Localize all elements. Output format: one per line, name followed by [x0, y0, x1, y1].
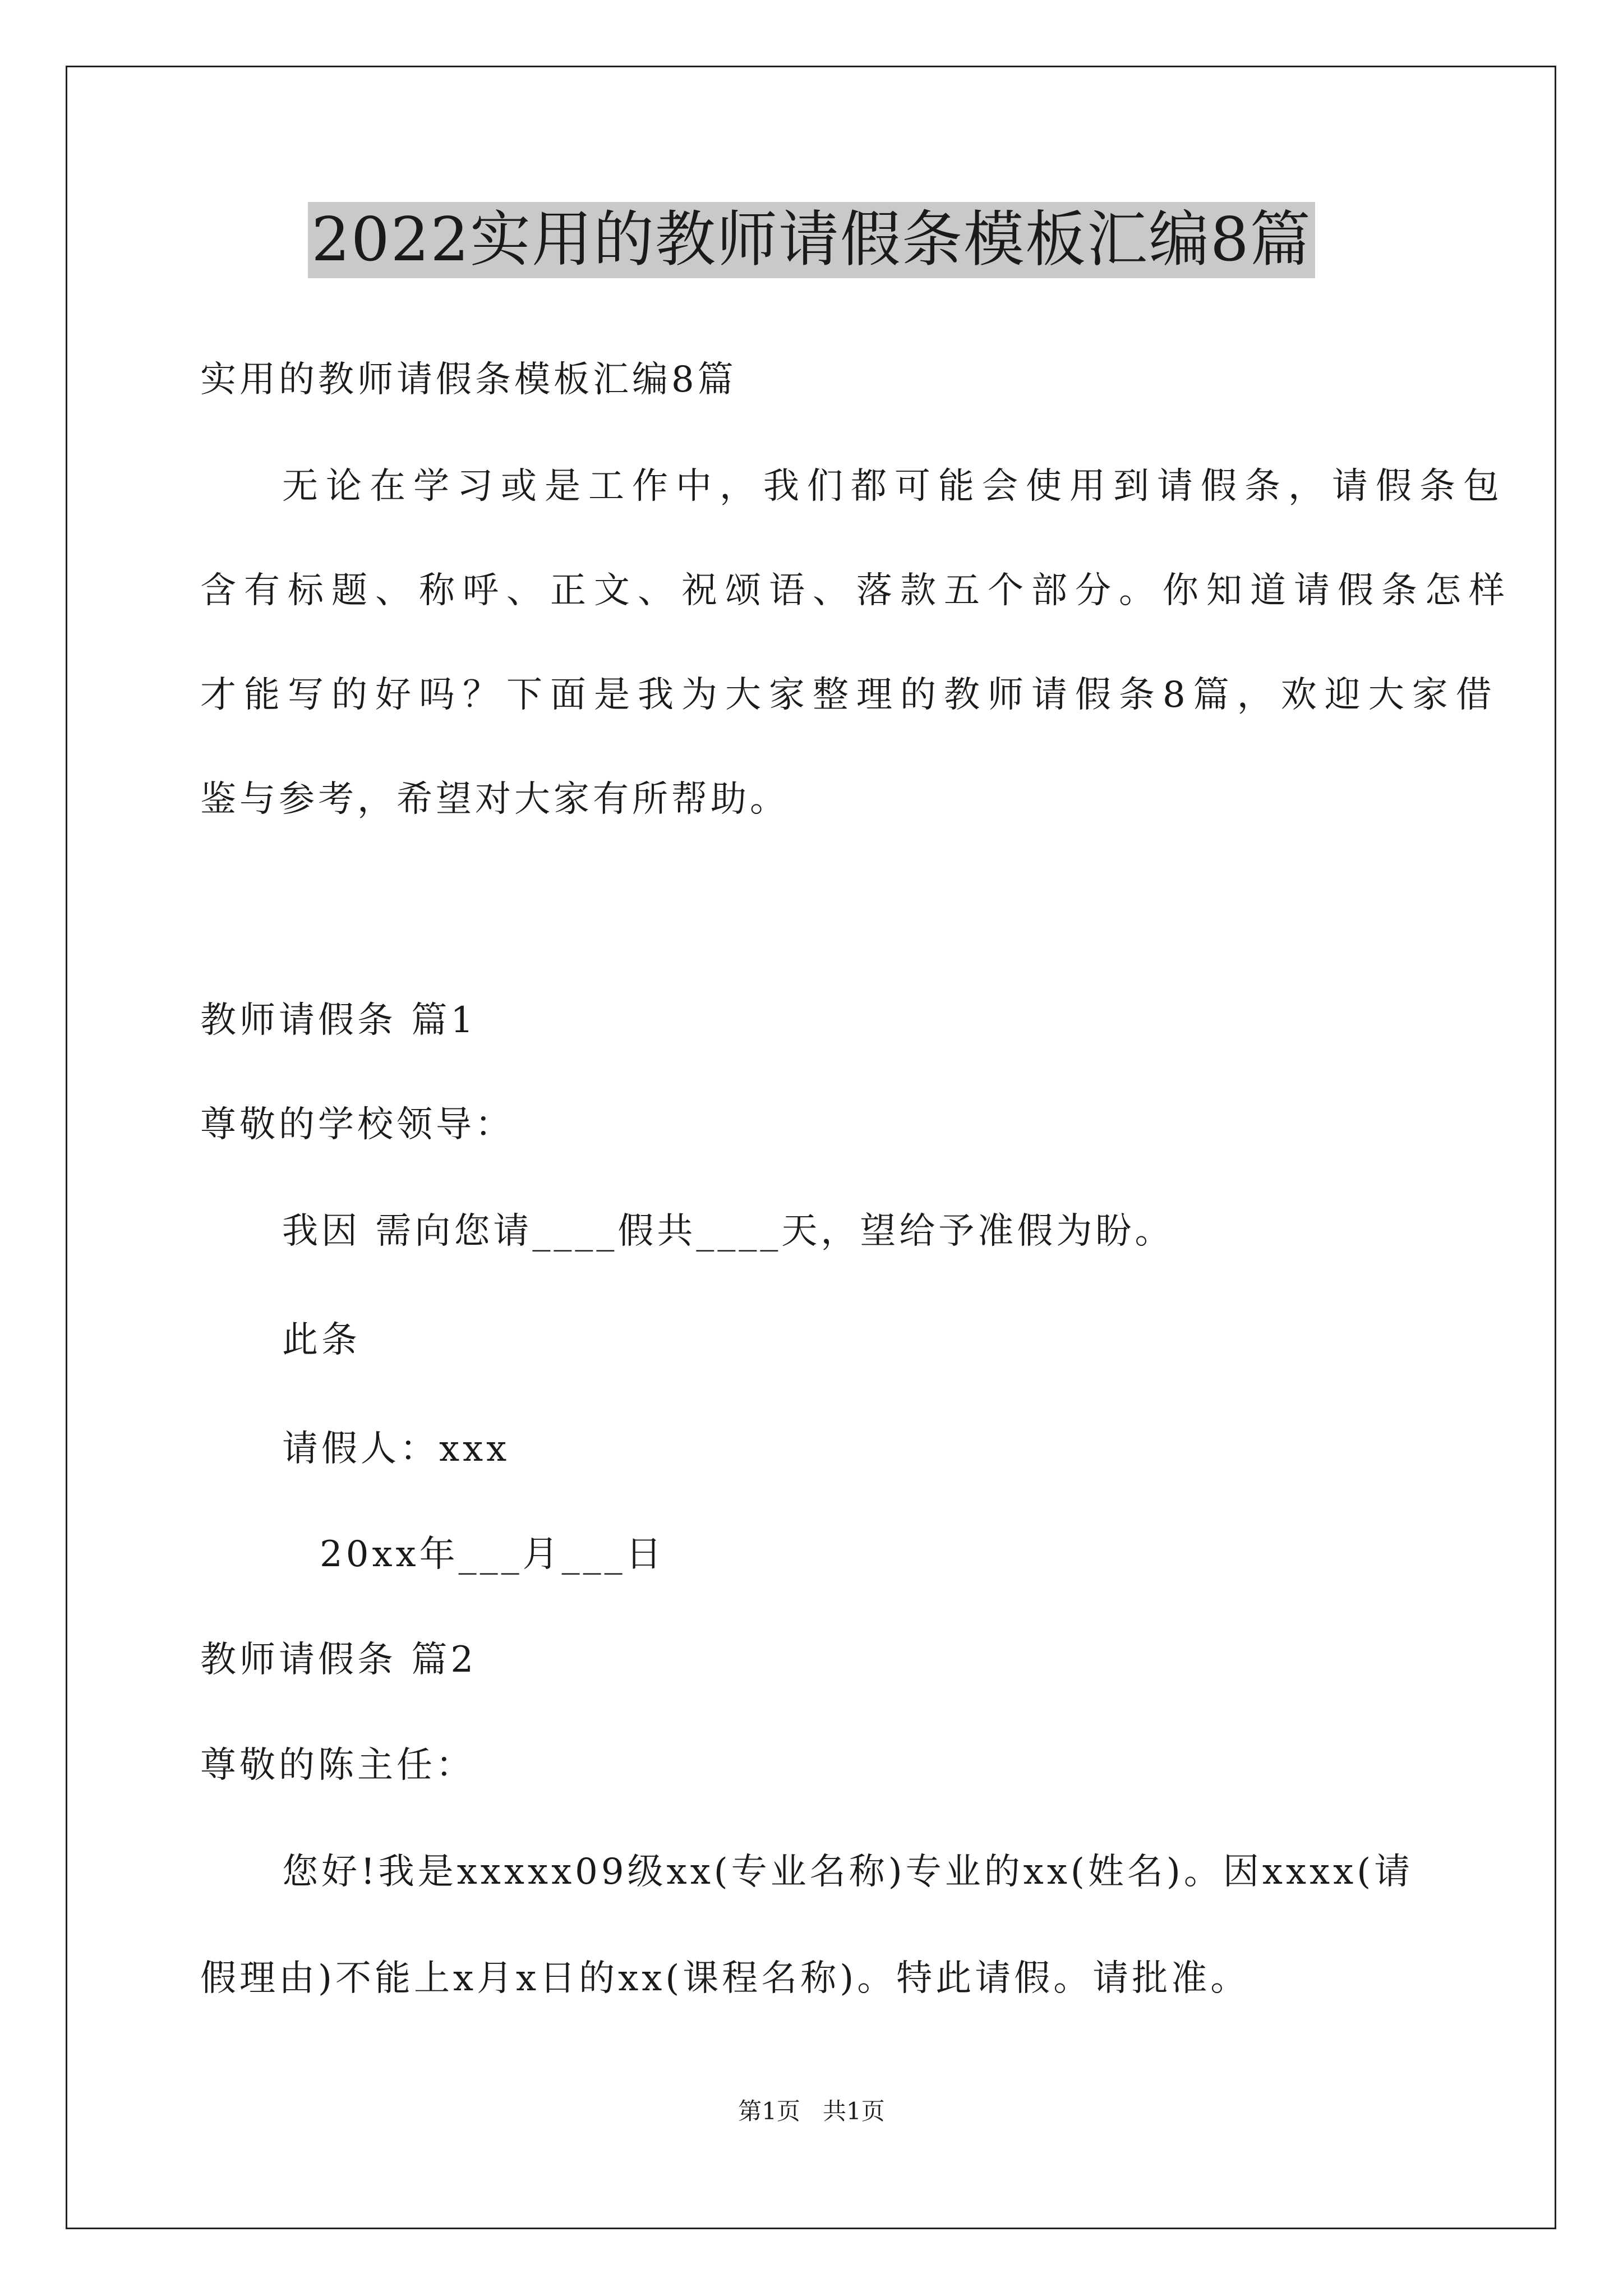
intro-line-1: 无论在学习或是工作中，我们都可能会使用到请假条，请假条包 [282, 466, 1507, 507]
section-heading-1: 教师请假条 篇1 [200, 1000, 477, 1041]
page-footer: 第1页 共1页 [738, 2097, 885, 2125]
document-title-wrap [0, 202, 1623, 278]
body-line-1: 我因 需向您请____假共____天，望给予准假为盼。 [282, 1211, 1174, 1252]
salutation-2: 尊敬的陈主任： [200, 1745, 475, 1786]
date-line-1: 20xx年___月___日 [320, 1534, 665, 1575]
intro-line-2: 含有标题、称呼、正文、祝颂语、落款五个部分。你知道请假条怎样 [200, 570, 1513, 611]
body-line-2b: 假理由)不能上x月x日的xx(课程名称)。特此请假。请批准。 [200, 1958, 1250, 1999]
salutation-1: 尊敬的学校领导： [200, 1104, 514, 1145]
intro-line-4: 鉴与参考，希望对大家有所帮助。 [200, 779, 789, 820]
closing-line-1: 此条 [282, 1319, 361, 1361]
intro-line-3: 才能写的好吗？下面是我为大家整理的教师请假条8篇，欢迎大家借 [200, 674, 1500, 716]
document-title: 2022实用的教师请假条模板汇编8篇 [308, 202, 1315, 278]
body-line-2a: 您好!我是xxxxx09级xx(专业名称)专业的xx(姓名)。因xxxx(请 [282, 1851, 1414, 1893]
section-heading-2: 教师请假条 篇2 [200, 1639, 477, 1681]
signer-line-1: 请假人：xxx [282, 1428, 510, 1470]
subtitle-line: 实用的教师请假条模板汇编8篇 [200, 359, 737, 401]
